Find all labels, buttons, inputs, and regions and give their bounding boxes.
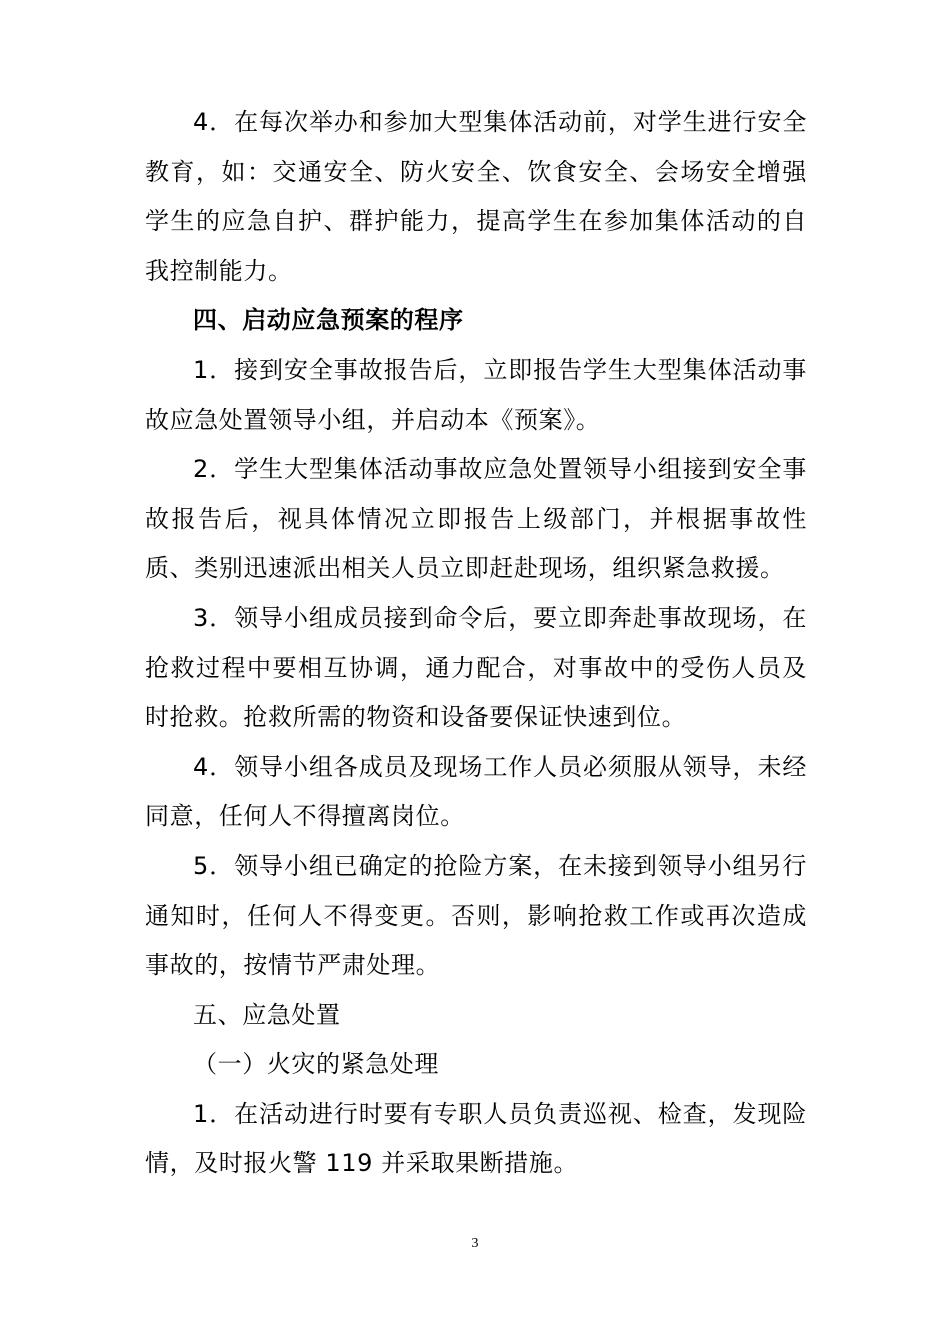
paragraph-procedure-step-4: 4．领导小组各成员及现场工作人员必须服从领导，未经同意，任何人不得擅离岗位。 [145, 752, 807, 831]
paragraph-procedure-step-2: 2．学生大型集体活动事故应急处置领导小组接到安全事故报告后，视具体情况立即报告上级部门，并根据事故性质、类别迅速派出相关人员立即赶赴现场，组织紧急救援。 [145, 455, 807, 583]
paragraph-procedure-step-3: 3．领导小组成员接到命令后，要立即奔赴事故现场，在抢救过程中要相互协调，通力配合，对事故中的受伤人员及时抢救。抢救所需的物资和设备要保证快速到位。 [145, 603, 807, 732]
paragraph-safety-education: 4．在每次举办和参加大型集体活动前，对学生进行安全教育，如：交通安全、防火安全、饮食安全、会场安全增强学生的应急自护、群护能力，提高学生在参加集体活动的自我控制能力。 [145, 108, 807, 285]
subsection-heading-fire: （一）火灾的紧急处理 [193, 1050, 439, 1079]
paragraph-procedure-step-5: 5．领导小组已确定的抢险方案，在未接到领导小组另行通知时，任何人不得变更。否则，影响抢救工作或再次造成事故的，按情节严肃处理。 [145, 851, 807, 980]
paragraph-fire-step-1: 1．在活动进行时要有专职人员负责巡视、检查，发现险情，及时报火警 119 并采取果断措施。 [145, 1099, 807, 1178]
paragraph-procedure-step-1: 1．接到安全事故报告后，立即报告学生大型集体活动事故应急处置领导小组，并启动本《预案》。 [145, 355, 807, 434]
section-heading-emergency-handling: 五、应急处置 [193, 1000, 341, 1029]
document-body [145, 98, 807, 1189]
section-heading-emergency-procedure: 四、启动应急预案的程序 [193, 306, 464, 335]
page-number: 3 [471, 1236, 479, 1251]
